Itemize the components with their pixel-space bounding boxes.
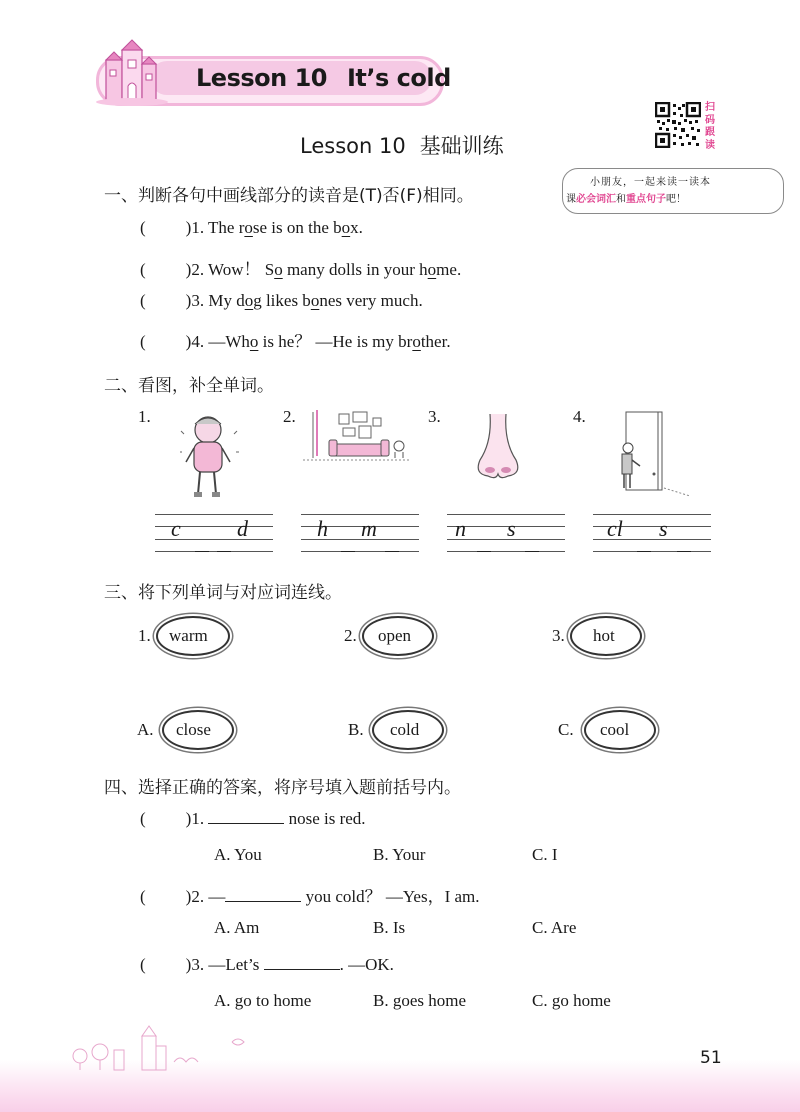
question-text: is he？ —He is my br — [258, 332, 413, 351]
question-text: )1. The r — [185, 218, 245, 237]
answer-paren-open[interactable]: ( — [140, 260, 146, 279]
match-word: close — [176, 720, 211, 739]
match-number: 3. — [552, 626, 565, 645]
answer-paren-open[interactable]: ( — [140, 218, 146, 237]
part4-question — [140, 955, 394, 975]
question-text: me. — [436, 260, 462, 279]
handwriting-lines — [301, 514, 419, 552]
lesson-topic: It’s cold — [346, 64, 451, 92]
fill-blank[interactable] — [264, 955, 340, 970]
writing-line — [447, 551, 565, 552]
handwriting-lines — [447, 514, 565, 552]
writing-line — [593, 514, 711, 515]
question-text: )2. Wow！ S — [185, 260, 275, 279]
option: A. go to home — [214, 991, 312, 1010]
given-letter: h — [317, 516, 328, 541]
bubble-line2 — [566, 190, 686, 205]
question-text: se is on the b — [252, 218, 342, 237]
cold-person-picture — [180, 412, 240, 500]
part1-question — [140, 327, 451, 352]
part1-question — [140, 218, 363, 238]
lesson-title — [196, 64, 471, 92]
answer-paren-open[interactable]: ( — [140, 955, 146, 974]
option: B. goes home — [373, 991, 467, 1010]
question-text: )1. — [185, 809, 205, 828]
handwriting-lines — [155, 514, 273, 552]
picture-number: 1. — [138, 407, 151, 426]
writing-line — [155, 514, 273, 515]
answer-paren-open[interactable]: ( — [140, 291, 146, 310]
given-letter: s — [507, 516, 516, 541]
writing-line — [301, 551, 419, 552]
qr-code-icon[interactable] — [655, 102, 701, 148]
question-text: many dolls in your h — [282, 260, 428, 279]
part3-heading: 三、将下列单词与对应词连线。 — [104, 583, 342, 603]
underlined-letter: o — [244, 291, 254, 310]
match-word: warm — [169, 626, 208, 645]
bubble-line1: 小朋友，一起来读一读本 — [590, 177, 711, 188]
match-word: hot — [593, 626, 615, 645]
question-text: )4. —Wh — [185, 332, 250, 351]
letter-blank[interactable] — [677, 551, 691, 552]
match-letter: C. — [558, 720, 574, 739]
writing-line — [593, 551, 711, 552]
letter-blank[interactable] — [341, 551, 355, 552]
page-number: 51 — [700, 1048, 722, 1068]
letter-blank[interactable] — [477, 551, 491, 552]
qr-label-char: 码 — [705, 114, 715, 126]
match-word: open — [378, 626, 412, 645]
part1-question — [140, 255, 461, 280]
underlined-letter: o — [341, 218, 351, 237]
question-text: )3. —Let’s — [185, 955, 264, 974]
question-text: you cold？ —Yes，I am. — [301, 887, 480, 906]
bubble-highlight-vocab: 必会词汇 — [576, 194, 616, 205]
handwriting-lines — [593, 514, 711, 552]
match-number: 1. — [138, 626, 151, 645]
underlined-letter: o — [412, 332, 421, 351]
question-text: nose is red. — [284, 809, 366, 828]
writing-line — [447, 514, 565, 515]
lesson-label: Lesson 10 — [196, 64, 327, 92]
letter-blank[interactable] — [217, 551, 231, 552]
given-letter: s — [659, 516, 668, 541]
part4-question — [140, 809, 366, 829]
question-text: x. — [350, 218, 363, 237]
letter-blank[interactable] — [385, 551, 399, 552]
part1-question — [140, 291, 423, 311]
section-title — [300, 130, 504, 160]
match-number: 2. — [344, 626, 357, 645]
option: C. Are — [532, 918, 577, 937]
fill-blank[interactable] — [208, 809, 284, 824]
writing-line — [155, 551, 273, 552]
part4-heading: 四、选择正确的答案，将序号填入题前括号内。 — [104, 778, 461, 798]
bubble-line2-post: 吧！ — [666, 194, 686, 205]
given-letter: cl — [607, 516, 623, 541]
underlined-letter: o — [427, 260, 437, 279]
given-letter: c — [171, 516, 181, 541]
underlined-letter: o — [244, 218, 253, 237]
question-text: nes very much. — [319, 291, 423, 310]
answer-paren-open[interactable]: ( — [140, 809, 146, 828]
section-title-lesson: Lesson 10 — [300, 134, 406, 158]
given-letter: d — [237, 516, 248, 541]
underlined-letter: o — [274, 260, 283, 279]
footer-doodle-icon — [66, 1022, 266, 1072]
question-text: )2. — — [185, 887, 226, 906]
given-letter: m — [361, 516, 377, 541]
underlined-letter: o — [310, 291, 320, 310]
writing-line — [301, 514, 419, 515]
answer-paren-open[interactable]: ( — [140, 332, 146, 351]
letter-blank[interactable] — [637, 551, 651, 552]
option: C. I — [532, 845, 558, 864]
question-text: ther. — [420, 332, 451, 351]
part1-heading: 一、判断各句中画线部分的读音是(T)否(F)相同。 — [104, 186, 474, 206]
option: C. go home — [532, 991, 611, 1010]
qr-label — [705, 102, 719, 152]
living-room-picture — [303, 408, 411, 468]
option: B. Is — [373, 918, 406, 937]
match-letter: A. — [137, 720, 154, 739]
underlined-letter: o — [249, 332, 259, 351]
picture-number: 4. — [573, 407, 586, 426]
picture-number: 2. — [283, 407, 296, 426]
bubble-line2-pre: 课 — [566, 194, 576, 205]
nose-picture — [468, 412, 528, 482]
given-letter: n — [455, 516, 466, 541]
part2-heading: 二、看图，补全单词。 — [104, 376, 274, 396]
letter-blank[interactable] — [525, 551, 539, 552]
section-title-text: 基础训练 — [419, 134, 504, 158]
picture-number: 3. — [428, 407, 441, 426]
qr-label-char: 跟 — [705, 127, 715, 138]
qr-label-char: 读 — [705, 139, 715, 151]
part4-question — [140, 882, 480, 907]
bubble-line2-mid: 和 — [616, 194, 626, 205]
match-letter: B. — [348, 720, 364, 739]
bubble-highlight-sentences: 重点句子 — [626, 194, 666, 205]
option: B. Your — [373, 845, 426, 864]
question-text: g likes b — [253, 291, 311, 310]
option: A. Am — [214, 918, 260, 937]
door-picture — [610, 408, 690, 498]
question-text: . —OK. — [339, 955, 394, 974]
answer-paren-open[interactable]: ( — [140, 887, 146, 906]
castle-icon — [92, 38, 172, 108]
option: A. You — [214, 845, 262, 864]
letter-blank[interactable] — [195, 551, 209, 552]
fill-blank[interactable] — [225, 887, 301, 902]
qr-label-char: 扫 — [705, 102, 715, 113]
match-word: cool — [600, 720, 630, 739]
match-word: cold — [390, 720, 420, 739]
question-text: )3. My d — [185, 291, 245, 310]
